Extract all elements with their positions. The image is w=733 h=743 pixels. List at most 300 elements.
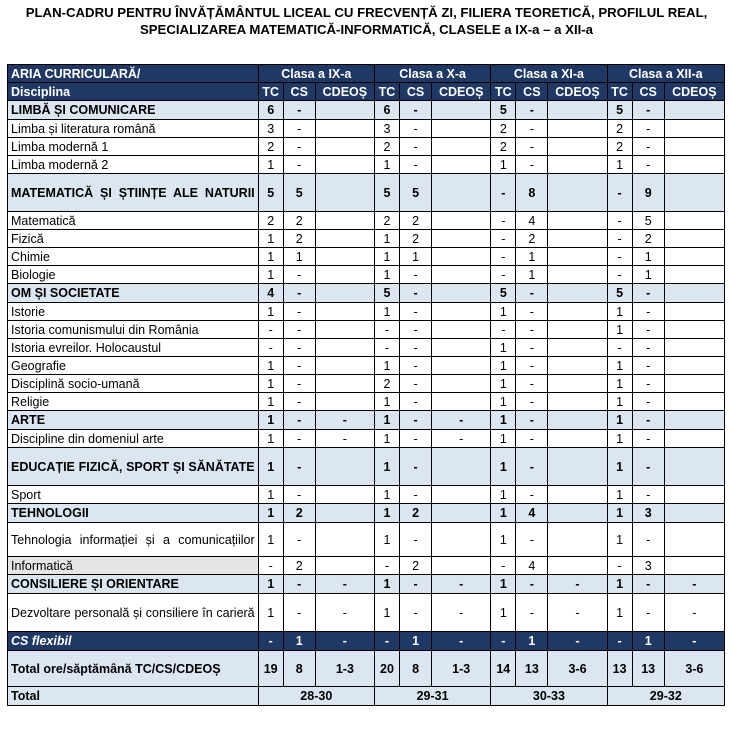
- hours-cell: 1: [374, 411, 399, 430]
- page-title: [0, 0, 733, 36]
- hours-cell: 5: [374, 174, 399, 212]
- table-row: [8, 575, 725, 594]
- hours-cell: 1: [258, 303, 283, 321]
- hours-cell: [432, 266, 491, 284]
- hours-cell: 1: [607, 156, 632, 174]
- discipline-label: Dezvoltare personală și consiliere în carieră: [8, 594, 259, 632]
- hours-cell: -: [315, 430, 374, 448]
- curriculum-table: [7, 64, 725, 706]
- discipline-label: Limba modernă 1: [8, 138, 259, 156]
- hours-cell: 9: [632, 174, 664, 212]
- hours-cell: [664, 266, 724, 284]
- hours-cell: 1: [607, 375, 632, 393]
- hours-cell: -: [258, 339, 283, 357]
- hours-cell: 3: [632, 504, 664, 523]
- hours-cell: [548, 248, 607, 266]
- hours-cell: 1: [374, 575, 399, 594]
- header-class-10: Clasa a X-a: [374, 65, 490, 83]
- discipline-label: TEHNOLOGII: [8, 504, 259, 523]
- discipline-label: Tehnologia informației și a comunicațiilor: [8, 523, 259, 557]
- hours-cell: 1: [632, 632, 664, 651]
- hours-cell: 5: [283, 174, 315, 212]
- hours-cell: 5: [632, 212, 664, 230]
- hours-cell: 1: [491, 575, 516, 594]
- hours-cell: 1: [258, 504, 283, 523]
- hours-cell: [664, 557, 724, 575]
- hours-cell: [315, 486, 374, 504]
- hours-cell: -: [283, 375, 315, 393]
- hours-cell: -: [283, 138, 315, 156]
- header-sub-tc: TC: [607, 83, 632, 101]
- title-line-1: PLAN-CADRU PENTRU ÎNVĂȚĂMÂNTUL LICEAL CU FRECVENȚĂ ZI, FILIERA TEORETICĂ, PROFILUL REAL,: [25, 5, 708, 20]
- table-row: [8, 651, 725, 687]
- hours-cell: 1: [607, 575, 632, 594]
- hours-cell: -: [516, 448, 548, 486]
- hours-cell: -: [491, 321, 516, 339]
- hours-cell: 6: [374, 101, 399, 120]
- hours-cell: -: [516, 339, 548, 357]
- discipline-label: Istorie: [8, 303, 259, 321]
- discipline-label: ARTE: [8, 411, 259, 430]
- hours-cell: 8: [516, 174, 548, 212]
- total-label: Total: [8, 687, 259, 706]
- hours-cell: -: [607, 230, 632, 248]
- hours-cell: 2: [374, 138, 399, 156]
- discipline-label: Sport: [8, 486, 259, 504]
- discipline-label: EDUCAȚIE FIZICĂ, SPORT ȘI SĂNĂTATE: [8, 448, 259, 486]
- hours-cell: 2: [283, 212, 315, 230]
- hours-cell: -: [400, 339, 432, 357]
- hours-cell: [664, 375, 724, 393]
- hours-cell: 3: [374, 120, 399, 138]
- discipline-label: Istoria evreilor. Holocaustul: [8, 339, 259, 357]
- hours-cell: 8: [400, 651, 432, 687]
- hours-cell: -: [315, 575, 374, 594]
- hours-cell: 1: [258, 266, 283, 284]
- hours-cell: 2: [632, 230, 664, 248]
- hours-cell: 1: [607, 357, 632, 375]
- hours-cell: -: [632, 101, 664, 120]
- discipline-label: Biologie: [8, 266, 259, 284]
- hours-cell: -: [283, 575, 315, 594]
- hours-cell: 1: [258, 448, 283, 486]
- hours-cell: 1: [516, 632, 548, 651]
- hours-cell: 1: [374, 430, 399, 448]
- header-sub-cdeoș: CDEOȘ: [432, 83, 491, 101]
- hours-cell: [548, 411, 607, 430]
- hours-cell: 2: [400, 557, 432, 575]
- hours-cell: -: [315, 632, 374, 651]
- hours-cell: 1: [258, 594, 283, 632]
- discipline-label: Chimie: [8, 248, 259, 266]
- hours-cell: 2: [374, 375, 399, 393]
- hours-cell: -: [400, 357, 432, 375]
- hours-cell: 1: [374, 448, 399, 486]
- hours-cell: 1: [491, 357, 516, 375]
- discipline-label: Istoria comunismului din România: [8, 321, 259, 339]
- hours-cell: [432, 448, 491, 486]
- hours-cell: 1: [258, 523, 283, 557]
- hours-cell: 13: [516, 651, 548, 687]
- hours-cell: [548, 321, 607, 339]
- hours-cell: -: [516, 120, 548, 138]
- hours-cell: 5: [491, 101, 516, 120]
- hours-cell: 5: [491, 284, 516, 303]
- hours-cell: 1: [491, 594, 516, 632]
- hours-cell: [315, 174, 374, 212]
- hours-cell: 5: [374, 284, 399, 303]
- hours-cell: 1: [400, 632, 432, 651]
- hours-cell: [432, 486, 491, 504]
- hours-cell: [315, 138, 374, 156]
- hours-cell: -: [400, 594, 432, 632]
- hours-cell: [432, 174, 491, 212]
- hours-cell: -: [632, 138, 664, 156]
- hours-cell: -: [283, 486, 315, 504]
- hours-cell: -: [516, 393, 548, 411]
- hours-cell: -: [632, 523, 664, 557]
- hours-cell: -: [632, 339, 664, 357]
- header-sub-cs: CS: [400, 83, 432, 101]
- hours-cell: -: [548, 594, 607, 632]
- header-area: ARIA CURRICULARĂ/: [8, 65, 259, 83]
- hours-cell: 2: [400, 504, 432, 523]
- hours-cell: -: [607, 174, 632, 212]
- hours-cell: -: [607, 632, 632, 651]
- hours-cell: -: [516, 156, 548, 174]
- hours-cell: -: [632, 430, 664, 448]
- hours-cell: 1: [258, 430, 283, 448]
- hours-cell: [664, 448, 724, 486]
- hours-cell: -: [432, 575, 491, 594]
- hours-cell: -: [607, 339, 632, 357]
- header-sub-cdeoș: CDEOȘ: [664, 83, 724, 101]
- hours-cell: -: [632, 486, 664, 504]
- hours-cell: -: [258, 632, 283, 651]
- hours-cell: 1: [374, 156, 399, 174]
- hours-cell: 1: [607, 504, 632, 523]
- hours-cell: -: [607, 557, 632, 575]
- table-row: [8, 486, 725, 504]
- hours-cell: -: [516, 321, 548, 339]
- hours-cell: [315, 266, 374, 284]
- hours-cell: 1: [491, 523, 516, 557]
- hours-cell: 2: [283, 557, 315, 575]
- table-row: [8, 448, 725, 486]
- header-sub-tc: TC: [491, 83, 516, 101]
- hours-cell: 13: [632, 651, 664, 687]
- discipline-label: Total ore/săptămână TC/CS/CDEOȘ: [8, 651, 259, 687]
- hours-cell: 1: [258, 575, 283, 594]
- discipline-label: Disciplină socio-umană: [8, 375, 259, 393]
- hours-cell: [664, 230, 724, 248]
- hours-cell: -: [632, 393, 664, 411]
- discipline-label: CONSILIERE ȘI ORIENTARE: [8, 575, 259, 594]
- hours-cell: -: [400, 393, 432, 411]
- table-row: [8, 230, 725, 248]
- hours-cell: [315, 303, 374, 321]
- hours-cell: [315, 339, 374, 357]
- hours-cell: [548, 266, 607, 284]
- hours-cell: -: [548, 575, 607, 594]
- discipline-label: Limba modernă 2: [8, 156, 259, 174]
- hours-cell: [548, 174, 607, 212]
- hours-cell: -: [283, 339, 315, 357]
- header-sub-cdeoș: CDEOȘ: [548, 83, 607, 101]
- table-row: [8, 174, 725, 212]
- hours-cell: -: [283, 266, 315, 284]
- header-class-9: Clasa a IX-a: [258, 65, 374, 83]
- header-class-12: Clasa a XII-a: [607, 65, 724, 83]
- discipline-label: MATEMATICĂ ȘI ȘTIINȚE ALE NATURII: [8, 174, 259, 212]
- hours-cell: 1: [491, 393, 516, 411]
- hours-cell: [664, 393, 724, 411]
- discipline-label: Matematică: [8, 212, 259, 230]
- hours-cell: -: [516, 303, 548, 321]
- hours-cell: -: [491, 266, 516, 284]
- header-sub-cs: CS: [516, 83, 548, 101]
- hours-cell: 4: [516, 557, 548, 575]
- hours-cell: -: [400, 575, 432, 594]
- hours-cell: -: [632, 321, 664, 339]
- hours-cell: -: [632, 448, 664, 486]
- hours-cell: -: [664, 632, 724, 651]
- title-line-2: SPECIALIZAREA MATEMATICĂ-INFORMATICĂ, CLASELE a IX-a – a XII-a: [139, 22, 594, 37]
- header-sub-tc: TC: [258, 83, 283, 101]
- hours-cell: 1: [632, 266, 664, 284]
- hours-cell: -: [315, 411, 374, 430]
- hours-cell: 20: [374, 651, 399, 687]
- hours-cell: -: [283, 430, 315, 448]
- hours-cell: 1: [374, 357, 399, 375]
- hours-cell: [548, 156, 607, 174]
- hours-cell: 13: [607, 651, 632, 687]
- hours-cell: -: [283, 393, 315, 411]
- hours-cell: 1-3: [432, 651, 491, 687]
- hours-cell: [664, 156, 724, 174]
- hours-cell: [548, 448, 607, 486]
- hours-cell: -: [516, 575, 548, 594]
- hours-cell: -: [632, 375, 664, 393]
- hours-cell: [315, 523, 374, 557]
- hours-cell: 2: [607, 120, 632, 138]
- hours-cell: 1: [374, 594, 399, 632]
- hours-cell: [664, 411, 724, 430]
- table-row: [8, 321, 725, 339]
- hours-cell: -: [400, 101, 432, 120]
- hours-cell: -: [516, 101, 548, 120]
- table-row: [8, 357, 725, 375]
- hours-cell: -: [400, 156, 432, 174]
- hours-cell: -: [516, 357, 548, 375]
- table-row: [8, 101, 725, 120]
- hours-cell: [432, 101, 491, 120]
- hours-cell: [664, 504, 724, 523]
- hours-cell: 1: [607, 411, 632, 430]
- header-sub-cs: CS: [283, 83, 315, 101]
- hours-cell: [548, 120, 607, 138]
- hours-cell: 3: [632, 557, 664, 575]
- hours-cell: [432, 375, 491, 393]
- total-row: [8, 687, 725, 706]
- hours-cell: 2: [607, 138, 632, 156]
- hours-cell: 1: [374, 486, 399, 504]
- hours-cell: -: [283, 411, 315, 430]
- hours-cell: [664, 101, 724, 120]
- hours-cell: -: [283, 303, 315, 321]
- discipline-label: Geografie: [8, 357, 259, 375]
- hours-cell: 1: [607, 393, 632, 411]
- table-row: [8, 523, 725, 557]
- hours-cell: -: [632, 357, 664, 375]
- hours-cell: -: [607, 212, 632, 230]
- discipline-label: CS flexibil: [8, 632, 259, 651]
- hours-cell: [432, 248, 491, 266]
- hours-cell: -: [432, 430, 491, 448]
- hours-cell: 1: [258, 375, 283, 393]
- hours-cell: -: [632, 594, 664, 632]
- hours-cell: 1: [258, 393, 283, 411]
- hours-cell: -: [516, 138, 548, 156]
- discipline-label: Discipline din domeniul arte: [8, 430, 259, 448]
- hours-cell: [315, 375, 374, 393]
- hours-cell: [548, 212, 607, 230]
- hours-cell: [664, 430, 724, 448]
- hours-cell: [315, 230, 374, 248]
- hours-cell: 1: [258, 156, 283, 174]
- table-row: [8, 266, 725, 284]
- hours-cell: -: [400, 321, 432, 339]
- table-row: [8, 594, 725, 632]
- hours-cell: 1: [491, 486, 516, 504]
- hours-cell: [432, 504, 491, 523]
- hours-cell: [548, 393, 607, 411]
- discipline-label: LIMBĂ ȘI COMUNICARE: [8, 101, 259, 120]
- hours-cell: -: [632, 120, 664, 138]
- hours-cell: -: [516, 523, 548, 557]
- hours-cell: -: [283, 120, 315, 138]
- table-row: [8, 120, 725, 138]
- hours-cell: 4: [516, 212, 548, 230]
- hours-cell: 5: [607, 101, 632, 120]
- hours-cell: 8: [283, 651, 315, 687]
- total-value: 29-31: [374, 687, 490, 706]
- hours-cell: 1: [374, 504, 399, 523]
- hours-cell: -: [374, 339, 399, 357]
- discipline-label: Fizică: [8, 230, 259, 248]
- hours-cell: -: [491, 632, 516, 651]
- hours-cell: [548, 557, 607, 575]
- hours-cell: -: [516, 594, 548, 632]
- hours-cell: 3: [258, 120, 283, 138]
- table-row: [8, 138, 725, 156]
- hours-cell: -: [516, 486, 548, 504]
- hours-cell: 5: [400, 174, 432, 212]
- hours-cell: [315, 120, 374, 138]
- hours-cell: 2: [516, 230, 548, 248]
- header-sub-cdeoș: CDEOȘ: [315, 83, 374, 101]
- hours-cell: -: [400, 266, 432, 284]
- hours-cell: -: [664, 594, 724, 632]
- hours-cell: -: [283, 523, 315, 557]
- table-row: [8, 248, 725, 266]
- hours-cell: 4: [258, 284, 283, 303]
- hours-cell: 2: [258, 212, 283, 230]
- hours-cell: [432, 212, 491, 230]
- hours-cell: -: [283, 357, 315, 375]
- hours-cell: [548, 430, 607, 448]
- table-row: [8, 411, 725, 430]
- hours-cell: [432, 339, 491, 357]
- hours-cell: [432, 523, 491, 557]
- hours-cell: 14: [491, 651, 516, 687]
- header-class-11: Clasa a XI-a: [491, 65, 607, 83]
- table-row: [8, 557, 725, 575]
- hours-cell: -: [283, 594, 315, 632]
- hours-cell: [432, 120, 491, 138]
- hours-cell: -: [548, 632, 607, 651]
- hours-cell: [664, 138, 724, 156]
- hours-cell: [315, 557, 374, 575]
- hours-cell: 1: [491, 303, 516, 321]
- hours-cell: [548, 486, 607, 504]
- discipline-label: Limba și literatura română: [8, 120, 259, 138]
- hours-cell: 1: [374, 393, 399, 411]
- hours-cell: 1: [516, 248, 548, 266]
- hours-cell: -: [432, 594, 491, 632]
- hours-cell: -: [400, 523, 432, 557]
- total-value: 28-30: [258, 687, 374, 706]
- hours-cell: 1: [607, 448, 632, 486]
- hours-cell: -: [374, 557, 399, 575]
- hours-cell: [664, 120, 724, 138]
- hours-cell: [432, 230, 491, 248]
- hours-cell: 2: [283, 504, 315, 523]
- hours-cell: -: [400, 486, 432, 504]
- table-row: [8, 632, 725, 651]
- hours-cell: [432, 284, 491, 303]
- hours-cell: -: [491, 174, 516, 212]
- hours-cell: 1: [607, 430, 632, 448]
- hours-cell: -: [374, 321, 399, 339]
- hours-cell: -: [283, 284, 315, 303]
- hours-cell: -: [400, 284, 432, 303]
- hours-cell: -: [607, 248, 632, 266]
- hours-cell: [315, 448, 374, 486]
- header-sub-tc: TC: [374, 83, 399, 101]
- hours-cell: [315, 212, 374, 230]
- hours-cell: -: [491, 248, 516, 266]
- hours-cell: 1: [258, 411, 283, 430]
- hours-cell: [548, 303, 607, 321]
- hours-cell: 1: [632, 248, 664, 266]
- header-sub-cs: CS: [632, 83, 664, 101]
- hours-cell: -: [516, 284, 548, 303]
- hours-cell: -: [258, 557, 283, 575]
- hours-cell: 1: [283, 248, 315, 266]
- hours-cell: [315, 101, 374, 120]
- hours-cell: 1: [607, 303, 632, 321]
- hours-cell: 1: [374, 303, 399, 321]
- hours-cell: 1: [607, 523, 632, 557]
- hours-cell: -: [283, 101, 315, 120]
- hours-cell: -: [315, 594, 374, 632]
- hours-cell: [432, 393, 491, 411]
- hours-cell: -: [491, 557, 516, 575]
- hours-cell: 1: [491, 375, 516, 393]
- table-row: [8, 156, 725, 174]
- hours-cell: 1: [516, 266, 548, 284]
